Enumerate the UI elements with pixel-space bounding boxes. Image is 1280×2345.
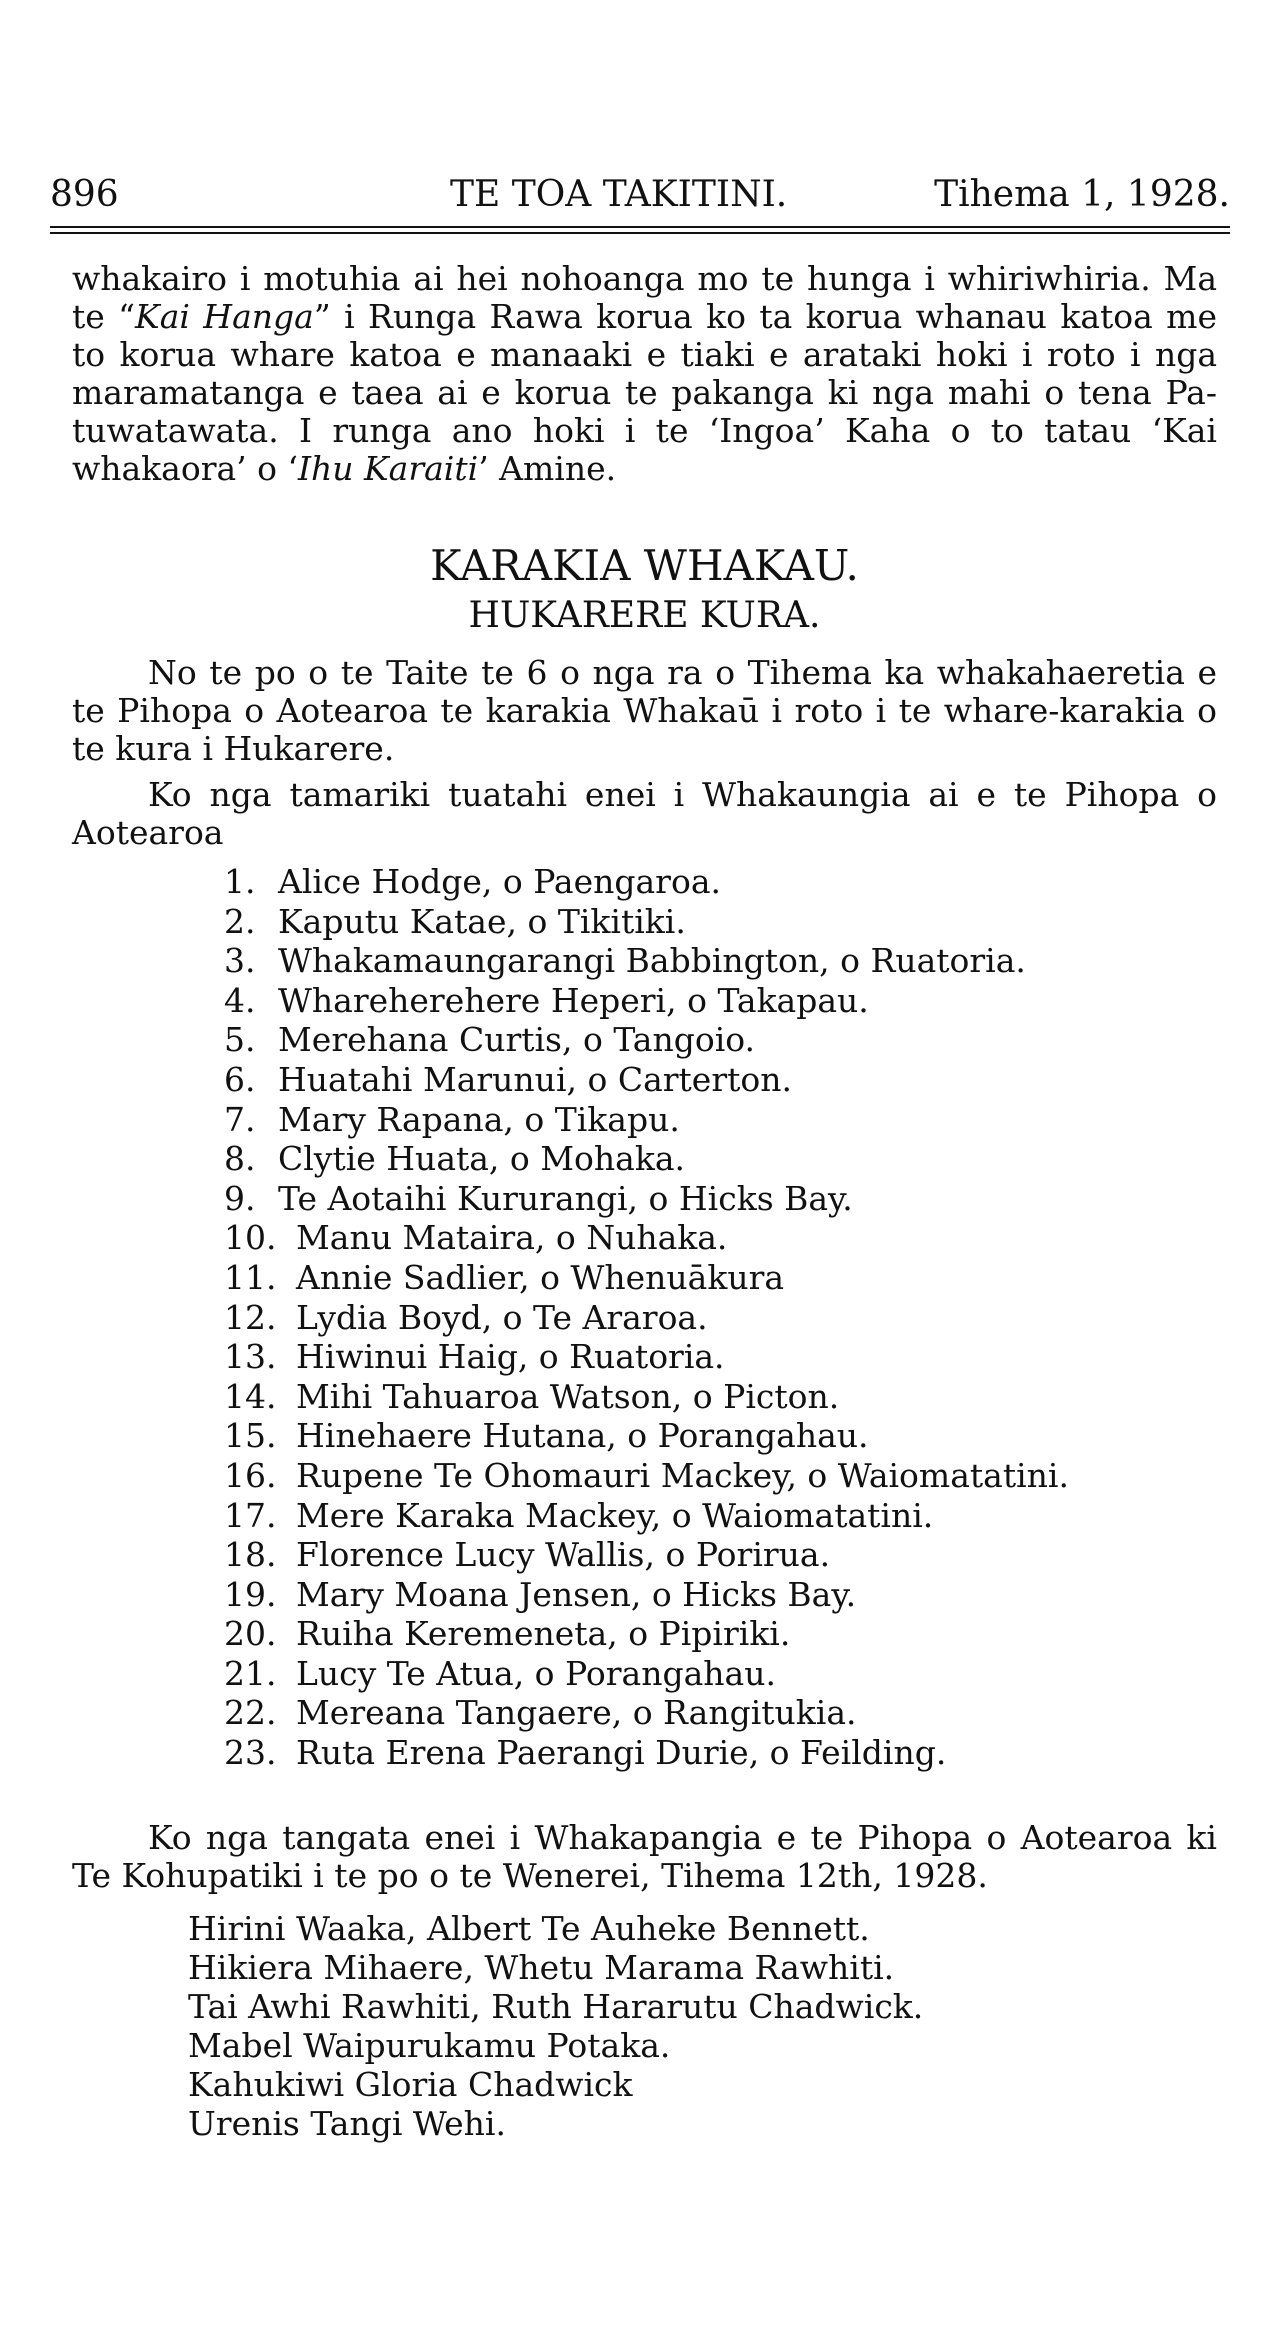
name-line: Kahukiwi Gloria Chadwick — [188, 2064, 633, 2104]
paragraph-list-intro: Ko nga tamariki tuatahi enei i Whakaungia ai e te Pihopa o Aotearoa — [72, 775, 1217, 852]
list-item — [224, 1456, 1217, 1496]
list-item-number: 23. — [224, 1733, 277, 1773]
name-line: Urenis Tangi Wehi. — [188, 2103, 506, 2143]
list-item — [224, 1258, 1217, 1298]
list-item — [224, 1337, 1217, 1377]
list-item — [224, 1654, 1217, 1694]
list-item — [224, 1100, 1217, 1140]
list-item-text: Mere Karaka Mackey, o Waiomatatini. — [296, 1495, 934, 1535]
list-item — [224, 1060, 1217, 1100]
list-item-text: Ruiha Keremeneta, o Pipiriki. — [296, 1614, 791, 1654]
running-header — [50, 170, 1230, 220]
paragraph-second-service: Ko nga tangata enei i Whakapangia e te Pihopa o Aotearoa ki Te Kohupatiki i te po o te Wenerei, Tihema 12th, 1928. — [72, 1817, 1217, 1895]
list-item-text: Lydia Boyd, o Te Araroa. — [296, 1297, 708, 1337]
list-item-number: 15. — [224, 1416, 277, 1456]
list-item — [224, 1218, 1217, 1258]
list-item-text: Mereana Tangaere, o Rangitukia. — [296, 1693, 857, 1733]
header-rule-top — [50, 226, 1230, 228]
list-item-number: 10. — [224, 1218, 277, 1258]
issue-date: Tihema 1, 1928. — [934, 174, 1230, 215]
list-item-number: 19. — [224, 1574, 277, 1614]
name-line: Hikiera Mihaere, Whetu Marama Rawhiti. — [188, 1947, 895, 1987]
list-item-text: Annie Sadlier, o Whenuākura — [296, 1257, 785, 1297]
list-item-text: Huatahi Marunui, o Carterton. — [278, 1059, 792, 1099]
list-item-text: Mihi Tahuaroa Watson, o Picton. — [296, 1376, 840, 1416]
list-item — [224, 1377, 1217, 1417]
list-item — [224, 1416, 1217, 1456]
list-item-number: 17. — [224, 1495, 277, 1535]
list-item — [224, 1614, 1217, 1654]
list-item-number: 2. — [224, 901, 256, 941]
list-item-text: Hiwinui Haig, o Ruatoria. — [296, 1337, 725, 1377]
list-item-number: 16. — [224, 1455, 277, 1495]
list-item-number: 11. — [224, 1257, 277, 1297]
list-item-text: Florence Lucy Wallis, o Porirua. — [296, 1535, 831, 1575]
list-item-number: 22. — [224, 1693, 277, 1733]
list-item-number: 12. — [224, 1297, 277, 1337]
list-item — [224, 902, 1217, 942]
intro-text-1: whakairo i motuhia ai hei nohoanga mo te hunga i whiriwhiria. Ma te “ — [72, 259, 1217, 336]
list-item-number: 8. — [224, 1139, 256, 1179]
list-item-number: 18. — [224, 1535, 277, 1575]
list-item — [224, 1575, 1217, 1615]
section-heading: KARAKIA WHAKAU. — [430, 541, 859, 590]
name-line: Tai Awhi Rawhiti, Ruth Hararutu Chadwick. — [188, 1986, 924, 2026]
list-item-text: Merehana Curtis, o Tangoio. — [278, 1020, 756, 1060]
article-body — [72, 260, 1217, 2143]
list-item — [224, 862, 1217, 902]
list-item-text: Mary Rapana, o Tikapu. — [278, 1099, 680, 1139]
list-item-text: Whareherehere Heperi, o Takapau. — [278, 980, 869, 1020]
list-item-text: Te Aotaihi Kururangi, o Hicks Bay. — [278, 1178, 853, 1218]
list-item-text: Kaputu Katae, o Tikitiki. — [278, 901, 686, 941]
confirmation-list — [72, 862, 1217, 1773]
list-item-text: Manu Mataira, o Nuhaka. — [296, 1218, 728, 1258]
name-line: Hirini Waaka, Albert Te Auheke Bennett. — [188, 1908, 870, 1948]
intro-text-3: ’ Amine. — [478, 449, 617, 488]
list-item-number: 5. — [224, 1020, 256, 1060]
list-item-number: 3. — [224, 941, 256, 981]
intro-paragraph — [72, 260, 1217, 488]
list-item — [224, 1139, 1217, 1179]
list-item-number: 4. — [224, 980, 256, 1020]
list-item-number: 1. — [224, 862, 256, 901]
section-subheading: HUKARERE KURA. — [468, 595, 821, 636]
list-item-number: 6. — [224, 1059, 256, 1099]
name-line: Mabel Waipurukamu Potaka. — [188, 2025, 671, 2065]
publication-title: TE TOA TAKITINI. — [450, 174, 788, 215]
list-item — [224, 1298, 1217, 1338]
list-item-number: 14. — [224, 1376, 277, 1416]
list-item-text: Clytie Huata, o Mohaka. — [278, 1139, 686, 1179]
page-number: 896 — [50, 174, 119, 215]
list-item-text: Lucy Te Atua, o Porangahau. — [296, 1653, 776, 1693]
list-item-text: Rupene Te Ohomauri Mackey, o Waiomatatini. — [296, 1455, 1069, 1495]
list-item — [224, 1693, 1217, 1733]
paragraph-ceremony: No te po o te Taite te 6 o nga ra o Tihema ka whakahaeretia e te Pihopa o Aotearoa te karakia Whakaū i roto i te whare-karakia o te kura i Hukarere. — [72, 653, 1217, 768]
list-item — [224, 1179, 1217, 1219]
list-item — [224, 941, 1217, 981]
intro-italic-2: Ihu Karaiti — [298, 449, 479, 488]
list-item — [224, 1535, 1217, 1575]
list-item-number: 7. — [224, 1099, 256, 1139]
intro-italic-1: Kai Hanga — [135, 297, 314, 336]
list-item-number: 21. — [224, 1653, 277, 1693]
header-rule-bottom — [50, 232, 1230, 234]
list-item — [224, 1496, 1217, 1536]
list-item-number: 13. — [224, 1337, 277, 1377]
list-item-text: Hinehaere Hutana, o Porangahau. — [296, 1416, 869, 1456]
list-item-text: Mary Moana Jensen, o Hicks Bay. — [296, 1574, 857, 1614]
list-item-number: 20. — [224, 1614, 277, 1654]
list-item-number: 9. — [224, 1178, 256, 1218]
list-item — [224, 981, 1217, 1021]
list-item — [224, 1733, 1217, 1773]
second-service-names — [72, 1909, 1217, 2143]
list-item-text: Alice Hodge, o Paengaroa. — [278, 862, 721, 901]
intro-text-2: ” i Runga Rawa korua ko ta korua whanau katoa me to korua whare katoa e manaaki e tiaki e arataki hoki i roto i nga maramatanga e taea ai e korua te pakanga ki nga mahi o tena Pa-tuwatawata. I runga ano hoki i te ‘Ingoa’ Kaha o to tatau ‘Kai whakaora’ o ‘ — [72, 297, 1217, 488]
list-item-text: Whakamaungarangi Babbington, o Ruatoria. — [278, 941, 1026, 981]
list-item-text: Ruta Erena Paerangi Durie, o Feilding. — [296, 1733, 947, 1773]
list-item — [224, 1020, 1217, 1060]
